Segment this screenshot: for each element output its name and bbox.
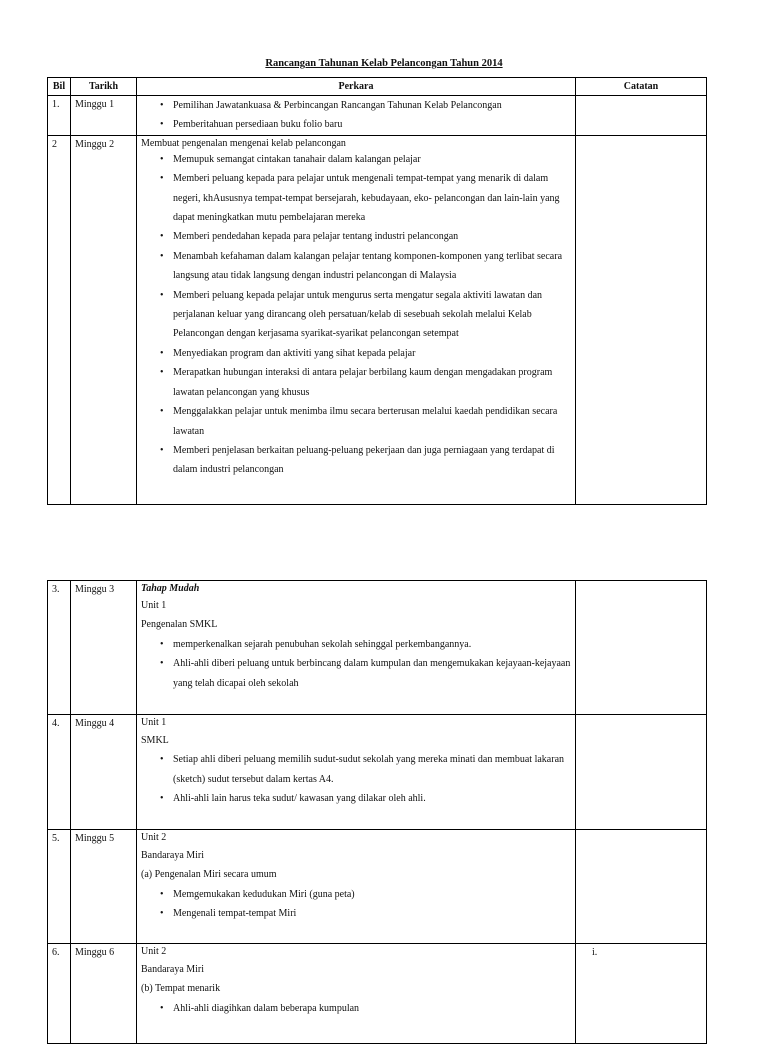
row-bil: 6. [48, 944, 71, 1044]
row-line: Unit 2 [141, 946, 167, 957]
list-item: • Memgemukakan kedudukan Miri (guna peta) [173, 885, 572, 904]
document-title: Rancangan Tahunan Kelab Pelancongan Tahun 2014 [265, 58, 503, 69]
row-bil: 2 [48, 135, 71, 504]
list-item: • Memberi peluang kepada para pelajar untuk mengenali tempat-tempat yang menarik di dalam negeri, khAususnya tempat-tempat bersejarah, kebudayaan, eko- pelancongan dan lain-lain yang dapat meningkatkan mutu pembelajaran mereka [173, 169, 572, 227]
table-header-row [48, 78, 707, 96]
list-item: • Setiap ahli diberi peluang memilih sudut-sudut sekolah yang mereka minati dan membuat lakaran (sketch) sudut tersebut dalam kertas A4. [173, 750, 572, 789]
table-row [48, 581, 707, 715]
table-row [48, 715, 707, 830]
list-item: • Ahli-ahli diagihkan dalam beberapa kumpulan [173, 999, 572, 1018]
row-intro: Membuat pengenalan mengenai kelab pelancongan [141, 137, 346, 149]
list-item: • Ahli-ahli lain harus teka sudut/ kawasan yang dilakar oleh ahli. [173, 789, 572, 808]
row-perkara [137, 715, 576, 830]
table-row [48, 830, 707, 944]
row-bil: 3. [48, 581, 71, 715]
row-bil: 4. [48, 715, 71, 830]
row-catatan: i. [576, 944, 707, 1044]
row-line: Unit 1 [141, 600, 167, 611]
row-catatan [576, 715, 707, 830]
row-line: (a) Pengenalan Miri secara umum [141, 869, 277, 881]
row-line: SMKL [141, 735, 169, 746]
list-item: • Menyediakan program dan aktiviti yang sihat kepada pelajar [173, 344, 572, 363]
row-line: Unit 1 [141, 717, 167, 728]
list-item: • Ahli-ahli diberi peluang untuk berbincang dalam kumpulan dan mengemukakan kejayaan-kejayaan yang telah dicapai oleh sekolah [173, 654, 572, 693]
list-item: • Memberi penjelasan berkaitan peluang-peluang pekerjaan dan juga perniagaan yang terdapat di dalam industri pelancongan [173, 441, 572, 480]
list-item: • Pemilihan Jawatankuasa & Perbincangan Rancangan Tahunan Kelab Pelancongan [173, 96, 572, 115]
row-line: Bandaraya Miri [141, 850, 205, 861]
table-row [48, 96, 707, 136]
list-item: • Merapatkan hubungan interaksi di antara pelajar berbilang kaum dengan mengadakan program lawatan pelancongan yang khusus [173, 363, 572, 402]
row-heading: Tahap Mudah [141, 583, 200, 594]
row-tarikh: Minggu 2 [71, 135, 137, 504]
row-perkara [137, 96, 576, 136]
row-catatan [576, 135, 707, 504]
row-tarikh: Minggu 3 [71, 581, 137, 715]
list-item: • Menambah kefahaman dalam kalangan pelajar tentang komponen-komponen yang terlibat secara langsung atau tidak langsung dengan industri pelancongan di Malaysia [173, 247, 572, 286]
row-catatan [576, 830, 707, 944]
row-line: Unit 2 [141, 832, 167, 843]
list-item: • Memberi peluang kepada pelajar untuk mengurus serta mengatur segala aktiviti lawatan dan perjalanan keluar yang dirancang oleh persatuan/kelab di sesebuah sekolah melalui Kelab Pelancongan dengan kerjasama syarikat-syarikat pelancongan setempat [173, 286, 572, 344]
row-bil: 1. [48, 96, 71, 136]
row-catatan [576, 581, 707, 715]
header-catatan: Catatan [576, 78, 707, 96]
row-line: Bandaraya Miri [141, 964, 205, 975]
row-line: (b) Tempat menarik [141, 983, 221, 995]
row-catatan [576, 96, 707, 136]
row-perkara [137, 581, 576, 715]
header-perkara: Perkara [137, 78, 576, 96]
table-row [48, 135, 707, 504]
row-tarikh: Minggu 4 [71, 715, 137, 830]
row-perkara [137, 944, 576, 1044]
list-item: • Mengenali tempat-tempat Miri [173, 904, 572, 923]
row-tarikh: Minggu 5 [71, 830, 137, 944]
row-tarikh: Minggu 1 [71, 96, 137, 136]
list-item: • Memberi pendedahan kepada para pelajar tentang industri pelancongan [173, 227, 572, 246]
list-item: • Pemberitahuan persediaan buku folio baru [173, 115, 572, 134]
table-row [48, 944, 707, 1044]
row-bil: 5. [48, 830, 71, 944]
row-tarikh: Minggu 6 [71, 944, 137, 1044]
list-item: • Memupuk semangat cintakan tanahair dalam kalangan pelajar [173, 150, 572, 169]
list-item: • memperkenalkan sejarah penubuhan sekolah sehinggal perkembangannya. [173, 635, 572, 654]
plan-table-2 [47, 580, 707, 1044]
list-item: • Menggalakkan pelajar untuk menimba ilmu secara berterusan melalui kaedah pendidikan secara lawatan [173, 402, 572, 441]
row-perkara [137, 830, 576, 944]
header-tarikh: Tarikh [71, 78, 137, 96]
row-line: Pengenalan SMKL [141, 619, 218, 631]
plan-table-1 [47, 77, 707, 505]
row-perkara [137, 135, 576, 504]
header-bil: Bil [48, 78, 71, 96]
